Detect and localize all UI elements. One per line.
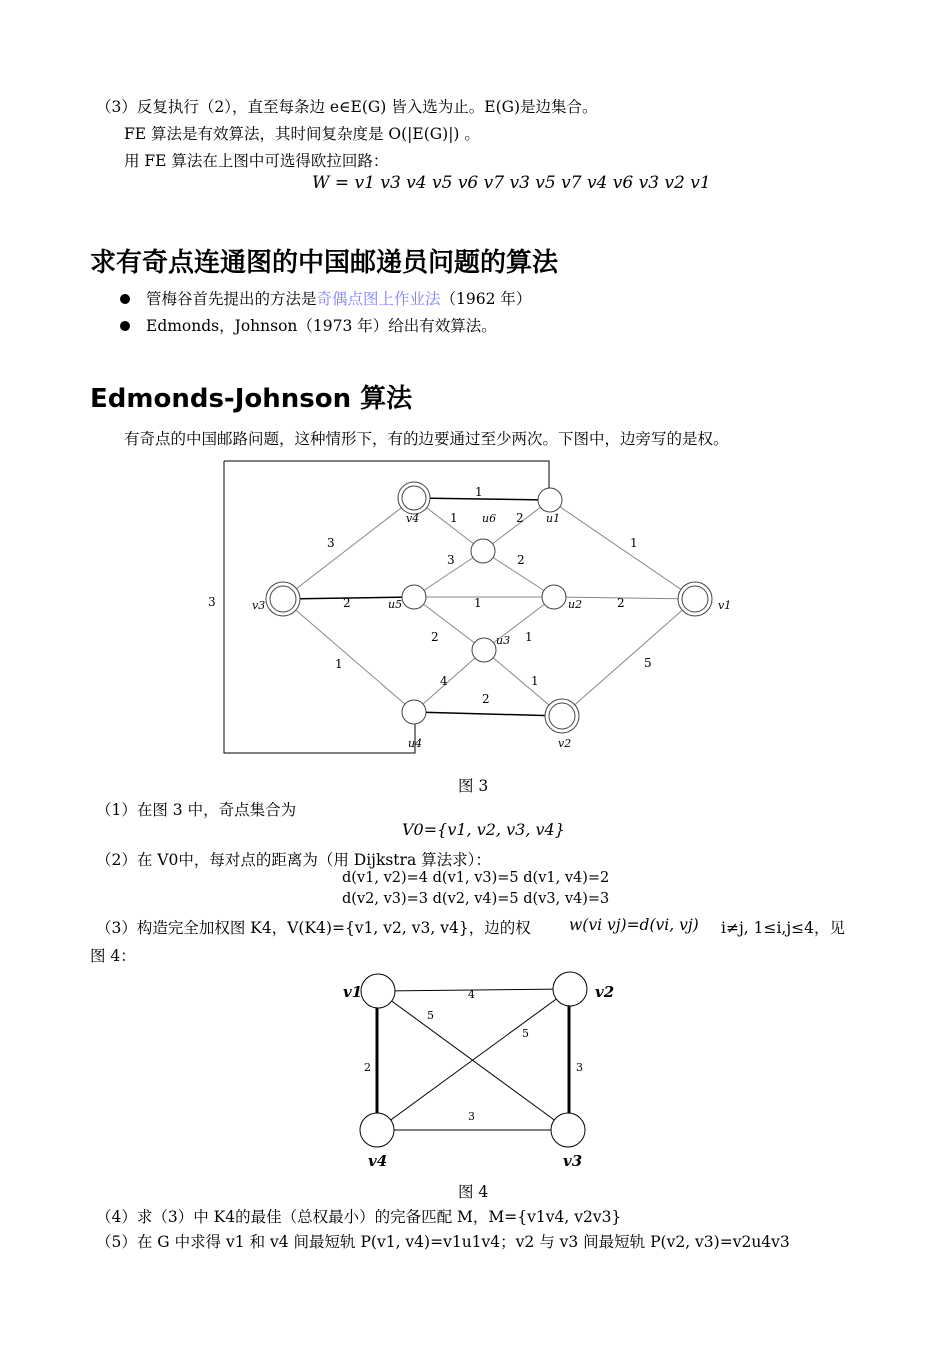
weight-v3-u5: 2: [343, 596, 351, 610]
node-v2: [545, 699, 579, 733]
label-u1: u1: [546, 512, 561, 525]
euler-circuit-formula: W = v1 v3 v4 v5 v6 v7 v3 v5 v7 v4 v6 v3 v2 v1: [312, 173, 711, 193]
edge-v3-v4: [283, 498, 414, 599]
distance-row-2: d(v2, v3)=3 d(v2, v4)=5 d(v3, v4)=3: [342, 891, 610, 907]
label-u5: u5: [388, 598, 403, 611]
weight-v1-v4: 2: [364, 1061, 371, 1074]
weight-u6-u2: 2: [517, 553, 525, 567]
weight-u5-u3: 2: [431, 630, 439, 644]
weight-u3-v2: 1: [531, 674, 539, 688]
label-u4: u4: [408, 737, 423, 750]
weight-u2-v2: 5: [644, 656, 652, 670]
edge-v1-v2: [562, 599, 695, 716]
step3-text: （3）构造完全加权图 K4，V(K4)={v1, v2, v3, v4}，边的权: [96, 919, 531, 937]
node-u5: [402, 585, 426, 609]
label-v2: v2: [558, 737, 572, 750]
distance-row-1: d(v1, v2)=4 d(v1, v3)=5 d(v1, v4)=2: [342, 870, 610, 886]
outer-edge: [224, 461, 549, 490]
section-title-edmonds-johnson: Edmonds-Johnson 算法: [90, 384, 413, 414]
edge-u4-v2: [414, 712, 562, 716]
weight-v1-v2: 4: [468, 988, 475, 1001]
label-v1: v1: [343, 983, 363, 1001]
bullet2-text: Edmonds，Johnson（1973 年）给出有效算法。: [146, 317, 497, 335]
label-v1: v1: [718, 599, 732, 612]
step3-text-cont: 图 4：: [90, 947, 136, 965]
figure3-caption: 图 3: [458, 777, 489, 795]
node-v4: [360, 1113, 394, 1147]
weight-v4-v3: 3: [468, 1110, 475, 1123]
weight-u4-v2: 2: [482, 692, 490, 706]
figure3-graph: [195, 455, 755, 760]
odd-set-formula: V0={v1, v2, v3, v4}: [402, 820, 565, 839]
weight-u5-u2: 1: [474, 596, 482, 610]
node-u3: [472, 638, 496, 662]
weight-outer: 3: [208, 595, 216, 609]
edge-u4-u3: [414, 650, 484, 712]
step5-text: （5）在 G 中求得 v1 和 v4 间最短轨 P(v1, v4)=v1u1v4；v2 与 v3 间最短轨 P(v2, v3)=v2u4v3: [96, 1233, 790, 1251]
weight-u1-v1: 1: [630, 536, 638, 550]
edge-u6-u1: [483, 500, 550, 551]
step3-repeat-text: （3）反复执行（2），直至每条边 e∈E(G) 皆入选为止。E(G)是边集合。: [96, 98, 598, 116]
weight-u5-u6: 3: [447, 553, 455, 567]
label-v3: v3: [252, 599, 266, 612]
fe-complexity-text: FE 算法是有效算法，其时间复杂度是 O(|E(G)|) 。: [124, 125, 480, 143]
edge-u3-u2: [484, 597, 554, 650]
edge-v2-v4: [377, 989, 570, 1130]
bullet-item: [120, 287, 531, 309]
weight-formula: w(vi vj)=d(vi, vj): [569, 916, 699, 934]
node-u1: [538, 488, 562, 512]
label-v3: v3: [563, 1152, 583, 1170]
bullet-item: [120, 314, 497, 336]
label-u3: u3: [496, 634, 511, 647]
weight-u4-u3: 4: [440, 674, 448, 688]
node-u6: [471, 539, 495, 563]
label-u6: u6: [482, 512, 497, 525]
label-v4: v4: [406, 512, 420, 525]
odd-even-method-link[interactable]: 奇偶点图上作业法: [316, 290, 441, 308]
weight-v3-u4: 1: [335, 657, 343, 671]
weight-u3-u2: 1: [525, 630, 533, 644]
node-v1: [678, 582, 712, 616]
weight-v4-u1: 1: [475, 485, 483, 499]
step3-text-end: i≠j, 1≤i,j≤4，见: [721, 919, 845, 937]
node-u2: [542, 585, 566, 609]
node-v3: [551, 1113, 585, 1147]
weight-u2-v1: 2: [617, 596, 625, 610]
edge-u1-v1: [550, 500, 695, 599]
weight-u6-u1: 2: [516, 511, 524, 525]
weight-v1-v3: 5: [427, 1009, 434, 1022]
node-v2: [553, 972, 587, 1006]
label-u2: u2: [568, 598, 583, 611]
weight-v4-u6: 1: [450, 511, 458, 525]
fe-euler-text: 用 FE 算法在上图中可选得欧拉回路：: [124, 152, 389, 170]
step2-text: （2）在 V0中，每对点的距离为（用 Dijkstra 算法求）：: [96, 851, 491, 869]
weight-v2-v4: 5: [522, 1027, 529, 1040]
figure4-caption: 图 4: [458, 1183, 489, 1201]
label-v4: v4: [368, 1152, 388, 1170]
figure4-graph: [330, 965, 620, 1175]
edge-v3-u4: [283, 599, 414, 712]
node-u4: [402, 700, 426, 724]
node-v3: [266, 582, 300, 616]
node-v4: [398, 482, 430, 514]
section2-intro: 有奇点的中国邮路问题，这种情形下，有的边要通过至少两次。下图中，边旁写的是权。: [124, 430, 729, 448]
node-v1: [361, 974, 395, 1008]
weight-v2-v3: 3: [576, 1061, 583, 1074]
bullet1-suffix: （1962 年）: [440, 290, 532, 308]
bullet1-prefix: 管梅谷首先提出的方法是: [146, 290, 317, 308]
bullet-icon: [120, 294, 130, 304]
step1-text: （1）在图 3 中，奇点集合为: [96, 801, 297, 819]
section-title-odd-postman: 求有奇点连通图的中国邮递员问题的算法: [90, 248, 559, 278]
weight-v3-v4: 3: [327, 536, 335, 550]
label-v2: v2: [595, 983, 615, 1001]
step4-text: （4）求（3）中 K4的最佳（总权最小）的完备匹配 M，M={v1v4, v2v3}: [96, 1208, 622, 1226]
bullet-icon: [120, 321, 130, 331]
